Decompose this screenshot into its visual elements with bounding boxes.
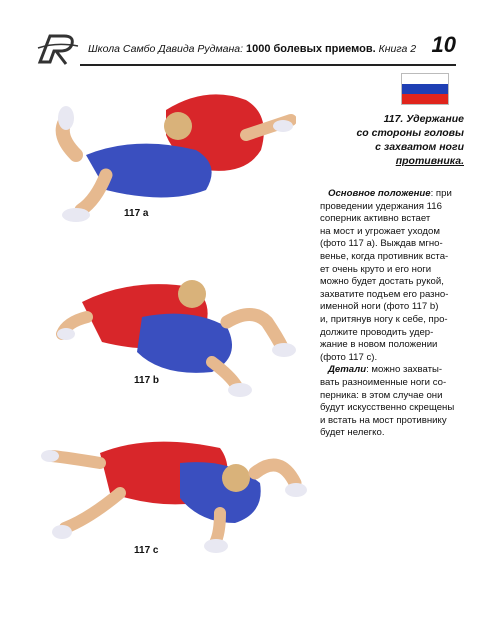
text-line: будут искусственно скрещены [320,402,455,414]
text-line: именной ноги (фото 117 b) [320,301,439,313]
main-position-label: Основное положение [328,188,431,199]
photo-117c [40,428,310,558]
technique-heading [320,112,464,168]
caption-117c: 117 c [134,545,159,556]
text-line: перника: в этом случае они [320,389,443,401]
text-line: ет очень круто и его ноги [320,263,432,275]
text-line: : при [430,188,452,199]
text-line: венье, когда противник вста- [320,250,449,262]
photo-117b [52,262,302,402]
paragraph-details [320,364,468,377]
text-line: будет нелегко. [320,427,385,439]
heading-line: с захватом ноги [375,141,464,153]
text-line: (фото 117 a). Выждав мгно- [320,238,443,250]
paragraph-main [320,188,468,201]
book-title-main: 1000 болевых приемов. [245,43,376,55]
heading-line: противника. [395,155,464,167]
caption-117b: 117 b [134,375,160,386]
text-line: должите проводить удер- [320,326,434,338]
book-title-volume: Книга 2 [378,43,417,55]
flag-stripe-red [402,94,448,104]
text-line: вать разноименные ноги со- [320,376,447,388]
header-divider [80,64,456,66]
text-line: на мост и угрожает уходом [320,225,440,237]
text-line: : можно захваты- [366,364,443,376]
heading-line: 117. Удержание [383,113,464,125]
wrestler-blue [58,106,212,222]
russian-flag-icon [401,73,449,105]
book-title [88,43,416,55]
technique-description [320,188,468,440]
book-title-series: Школа Самбо Давида Рудмана: [88,43,244,55]
text-line: и встать на мост противнику [320,414,447,426]
text-line: проведении удержания 116 [320,200,442,212]
flag-stripe-white [402,74,448,84]
photo-117a [46,80,296,230]
text-line: можно будет достать рукой, [320,276,444,288]
text-line: (фото 117 c). [320,351,378,363]
text-line: жание в новом положении [320,339,438,351]
flag-stripe-blue [402,84,448,94]
text-line: и, притянув ногу к себе, про- [320,313,448,325]
heading-line: со стороны головы [356,127,464,139]
caption-117a: 117 a [124,208,149,219]
text-line: соперник активно встает [320,213,431,225]
text-line: захватите подъем его разно- [320,288,449,300]
publisher-logo-icon [36,32,82,68]
page-number: 10 [431,32,456,57]
details-label: Детали [328,364,367,376]
wrestler-blue [180,462,307,553]
page-header [36,32,456,68]
